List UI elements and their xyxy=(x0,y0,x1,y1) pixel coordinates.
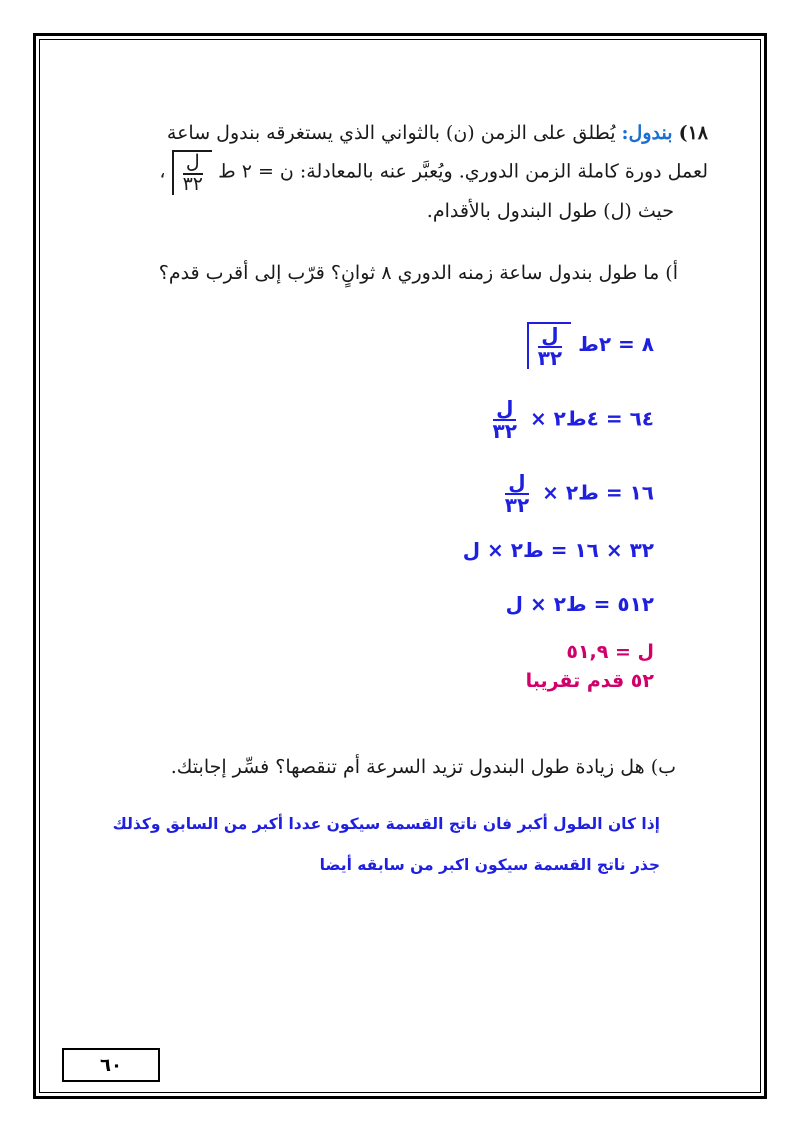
step-2 xyxy=(487,398,654,442)
step-2-fraction xyxy=(490,398,520,442)
page-number: ٦٠ xyxy=(100,1054,122,1076)
step-4 xyxy=(463,538,654,562)
formula-frac-num: ل xyxy=(183,153,203,175)
page-number-box xyxy=(62,1048,160,1082)
part-a-question xyxy=(159,262,678,284)
page-border-inner xyxy=(39,39,761,1093)
step-4-text: ٣٢ × ١٦ = ط٢ × ل xyxy=(462,538,654,562)
problem-title: بندول: xyxy=(621,122,673,144)
step-3-frac-num: ل xyxy=(505,472,528,495)
step-5 xyxy=(506,592,654,616)
problem-number: ١٨) xyxy=(678,122,708,144)
part-b-answer-2-text: جذر ناتج القسمة سيكون اكبر من سابقه أيضا xyxy=(319,856,660,874)
result-rounded xyxy=(526,670,654,692)
step-2-frac-den: ٣٢ xyxy=(492,419,517,443)
step-1-frac-num: ل xyxy=(538,325,561,348)
step-2-frac-num: ل xyxy=(493,398,516,421)
step-1-fraction xyxy=(535,325,565,369)
part-a-question-text: أ) ما طول بندول ساعة زمنه الدوري ٨ ثوانٍ؟ قرّب إلى أقرب قدم؟ xyxy=(158,262,678,284)
step-3-fraction xyxy=(502,472,532,516)
result-rounded-text: ٥٢ قدم تقريبا xyxy=(525,670,654,692)
part-b-answer-1-text: إذا كان الطول أكبر فان ناتج القسمة سيكون عددا أكبر من السابق وكذلك xyxy=(112,815,660,833)
step-3-frac-den: ٣٢ xyxy=(504,493,530,517)
part-b-question xyxy=(171,756,676,778)
formula-fraction xyxy=(180,153,206,195)
result-value xyxy=(566,641,654,663)
step-2-left: ٦٤ = ٤ط٢ × xyxy=(529,406,654,431)
step-5-text: ٥١٢ = ط٢ × ل xyxy=(505,592,654,616)
step-3-left: ١٦ = ط٢ × xyxy=(542,480,654,505)
step-3 xyxy=(499,472,654,516)
problem-text-2: لعمل دورة كاملة الزمن الدوري. ويُعبَّر عنه بالمعادلة: ن = ٢ ط xyxy=(218,160,708,183)
problem-text-2-end: ، xyxy=(159,160,166,183)
step-1-frac-den: ٣٢ xyxy=(537,346,563,370)
part-b-answer-2 xyxy=(320,856,660,874)
problem-text-3: حيث (ل) طول البندول بالأقدام. xyxy=(426,200,674,222)
formula-sqrt xyxy=(172,150,212,195)
step-1-left: ٨ = ٢ط xyxy=(578,332,654,356)
formula-frac-den: ٣٢ xyxy=(182,172,204,195)
problem-line-1 xyxy=(167,122,708,144)
step-1-sqrt xyxy=(527,322,571,369)
result-value-text: ل = ٥١,٩ xyxy=(566,641,654,663)
problem-text-1: يُطلق على الزمن (ن) بالثواني الذي يستغرقه بندول ساعة xyxy=(166,122,616,144)
step-1 xyxy=(527,322,654,369)
part-b-answer-1 xyxy=(113,815,660,833)
part-b-question-text: ب) هل زيادة طول البندول تزيد السرعة أم تنقصها؟ فسِّر إجابتك. xyxy=(170,756,676,778)
problem-line-3 xyxy=(427,200,674,222)
problem-line-2 xyxy=(159,150,708,195)
